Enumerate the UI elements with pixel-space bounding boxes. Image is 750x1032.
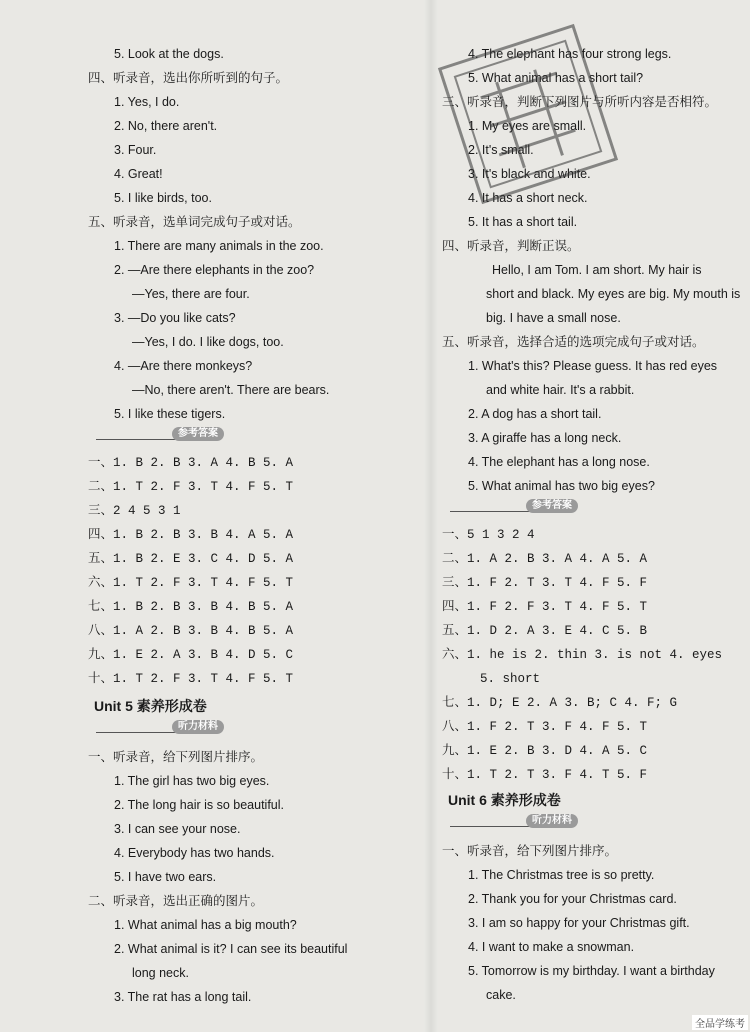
answer-row: 六、1. he is 2. thin 3. is not 4. eyes (442, 648, 723, 662)
answer-row: 七、1. D; E 2. A 3. B; C 4. F; G (442, 696, 678, 710)
right-column (442, 0, 741, 1032)
listening-line: 1. What animal has a big mouth? (114, 918, 297, 932)
listening-line: 4. —Are there monkeys? (114, 359, 253, 373)
page-spine-shadow (424, 0, 438, 1032)
listening-line: 5. What animal has two big eyes? (468, 479, 655, 493)
answer-row: 五、1. B 2. E 3. C 4. D 5. A (88, 552, 294, 566)
listening-line: 5. I like these tigers. (114, 407, 226, 421)
section-title: 五、听录音，选择合适的选项完成句子或对话。 (442, 335, 705, 349)
listening-line: 4. The elephant has four strong legs. (468, 47, 672, 61)
listening-line: 5. Tomorrow is my birthday. I want a birthday (468, 964, 715, 978)
listening-banner (450, 812, 570, 827)
answers-banner (450, 497, 570, 512)
unit-title: Unit 5 素养形成卷 (94, 698, 207, 714)
answer-row: 二、1. A 2. B 3. A 4. A 5. A (442, 552, 648, 566)
listening-line: —Yes, I do. I like dogs, too. (132, 335, 284, 349)
answer-row: 五、1. D 2. A 3. E 4. C 5. B (442, 624, 648, 638)
listening-line: 4. Everybody has two hands. (114, 846, 275, 860)
section-title: 二、听录音，选出正确的图片。 (88, 894, 264, 908)
listening-line: 4. The elephant has a long nose. (468, 455, 650, 469)
listening-line: 5. Look at the dogs. (114, 47, 224, 61)
listening-badge: 听力材料 (526, 814, 578, 828)
listening-line: 1. The Christmas tree is so pretty. (468, 868, 655, 882)
listening-line: —No, there aren't. There are bears. (132, 383, 330, 397)
section-title: 四、听录音，判断正误。 (442, 239, 580, 253)
listening-line: 4. Great! (114, 167, 163, 181)
answer-row: 九、1. E 2. A 3. B 4. D 5. C (88, 648, 294, 662)
answer-row: 八、1. A 2. B 3. B 4. B 5. A (88, 624, 294, 638)
paragraph-line: short and black. My eyes are big. My mouth is (486, 287, 741, 301)
answer-row: 二、1. T 2. F 3. T 4. F 5. T (88, 480, 294, 494)
answer-row: 九、1. E 2. B 3. D 4. A 5. C (442, 744, 648, 758)
answers-banner (96, 425, 216, 440)
listening-line: 1. There are many animals in the zoo. (114, 239, 324, 253)
listening-line: cake. (486, 988, 516, 1002)
listening-banner (96, 718, 216, 733)
section-title: 三、听录音，判断下列图片与所听内容是否相符。 (442, 95, 718, 109)
answer-row: 八、1. F 2. T 3. F 4. F 5. T (442, 720, 648, 734)
listening-line: 4. I want to make a snowman. (468, 940, 635, 954)
left-column (88, 0, 418, 1032)
listening-line: long neck. (132, 966, 189, 980)
listening-line: 1. The girl has two big eyes. (114, 774, 270, 788)
answer-row: 七、1. B 2. B 3. B 4. B 5. A (88, 600, 294, 614)
section-title: 一、听录音，给下列图片排序。 (442, 844, 618, 858)
listening-line: 3. A giraffe has a long neck. (468, 431, 622, 445)
listening-line: 2. What animal is it? I can see its beautiful (114, 942, 348, 956)
listening-line: 1. Yes, I do. (114, 95, 180, 109)
listening-line: —Yes, there are four. (132, 287, 250, 301)
answer-row: 四、1. F 2. F 3. T 4. F 5. T (442, 600, 648, 614)
listening-line: 2. The long hair is so beautiful. (114, 798, 285, 812)
listening-line: 5. It has a short tail. (468, 215, 578, 229)
listening-line: 3. I am so happy for your Christmas gift. (468, 916, 690, 930)
answer-row: 三、2 4 5 3 1 (88, 504, 181, 518)
listening-line: 5. I have two ears. (114, 870, 217, 884)
listening-line: 2. It's small. (468, 143, 534, 157)
section-title: 四、听录音，选出你所听到的句子。 (88, 71, 289, 85)
listening-line: and white hair. It's a rabbit. (486, 383, 635, 397)
listening-line: 2. Thank you for your Christmas card. (468, 892, 677, 906)
listening-line: 1. What's this? Please guess. It has red eyes (468, 359, 718, 373)
listening-line: 5. What animal has a short tail? (468, 71, 644, 85)
answer-row: 四、1. B 2. B 3. B 4. A 5. A (88, 528, 294, 542)
answer-row: 5. short (480, 672, 541, 686)
listening-line: 2. No, there aren't. (114, 119, 218, 133)
listening-line: 3. —Do you like cats? (114, 311, 236, 325)
listening-line: 1. My eyes are small. (468, 119, 587, 133)
answer-row: 一、5 1 3 2 4 (442, 528, 535, 542)
section-title: 五、听录音，选单词完成句子或对话。 (88, 215, 301, 229)
publisher-corner-label: 全品学练考 (692, 1015, 748, 1030)
listening-line: 5. I like birds, too. (114, 191, 212, 205)
answer-row: 十、1. T 2. F 3. T 4. F 5. T (88, 672, 294, 686)
listening-line: 3. Four. (114, 143, 157, 157)
section-title: 一、听录音，给下列图片排序。 (88, 750, 264, 764)
answers-badge: 参考答案 (172, 427, 224, 441)
listening-line: 3. The rat has a long tail. (114, 990, 252, 1004)
listening-line: 2. —Are there elephants in the zoo? (114, 263, 315, 277)
paragraph-line: big. I have a small nose. (486, 311, 621, 325)
paragraph-line: Hello, I am Tom. I am short. My hair is (492, 263, 702, 277)
listening-line: 4. It has a short neck. (468, 191, 588, 205)
answer-row: 六、1. T 2. F 3. T 4. F 5. T (88, 576, 294, 590)
listening-line: 3. I can see your nose. (114, 822, 241, 836)
answer-row: 十、1. T 2. T 3. F 4. T 5. F (442, 768, 648, 782)
listening-line: 3. It's black and white. (468, 167, 591, 181)
answer-row: 一、1. B 2. B 3. A 4. B 5. A (88, 456, 294, 470)
listening-line: 2. A dog has a short tail. (468, 407, 602, 421)
answer-row: 三、1. F 2. T 3. T 4. F 5. F (442, 576, 648, 590)
answers-badge: 参考答案 (526, 499, 578, 513)
listening-badge: 听力材料 (172, 720, 224, 734)
unit-title: Unit 6 素养形成卷 (448, 792, 561, 808)
